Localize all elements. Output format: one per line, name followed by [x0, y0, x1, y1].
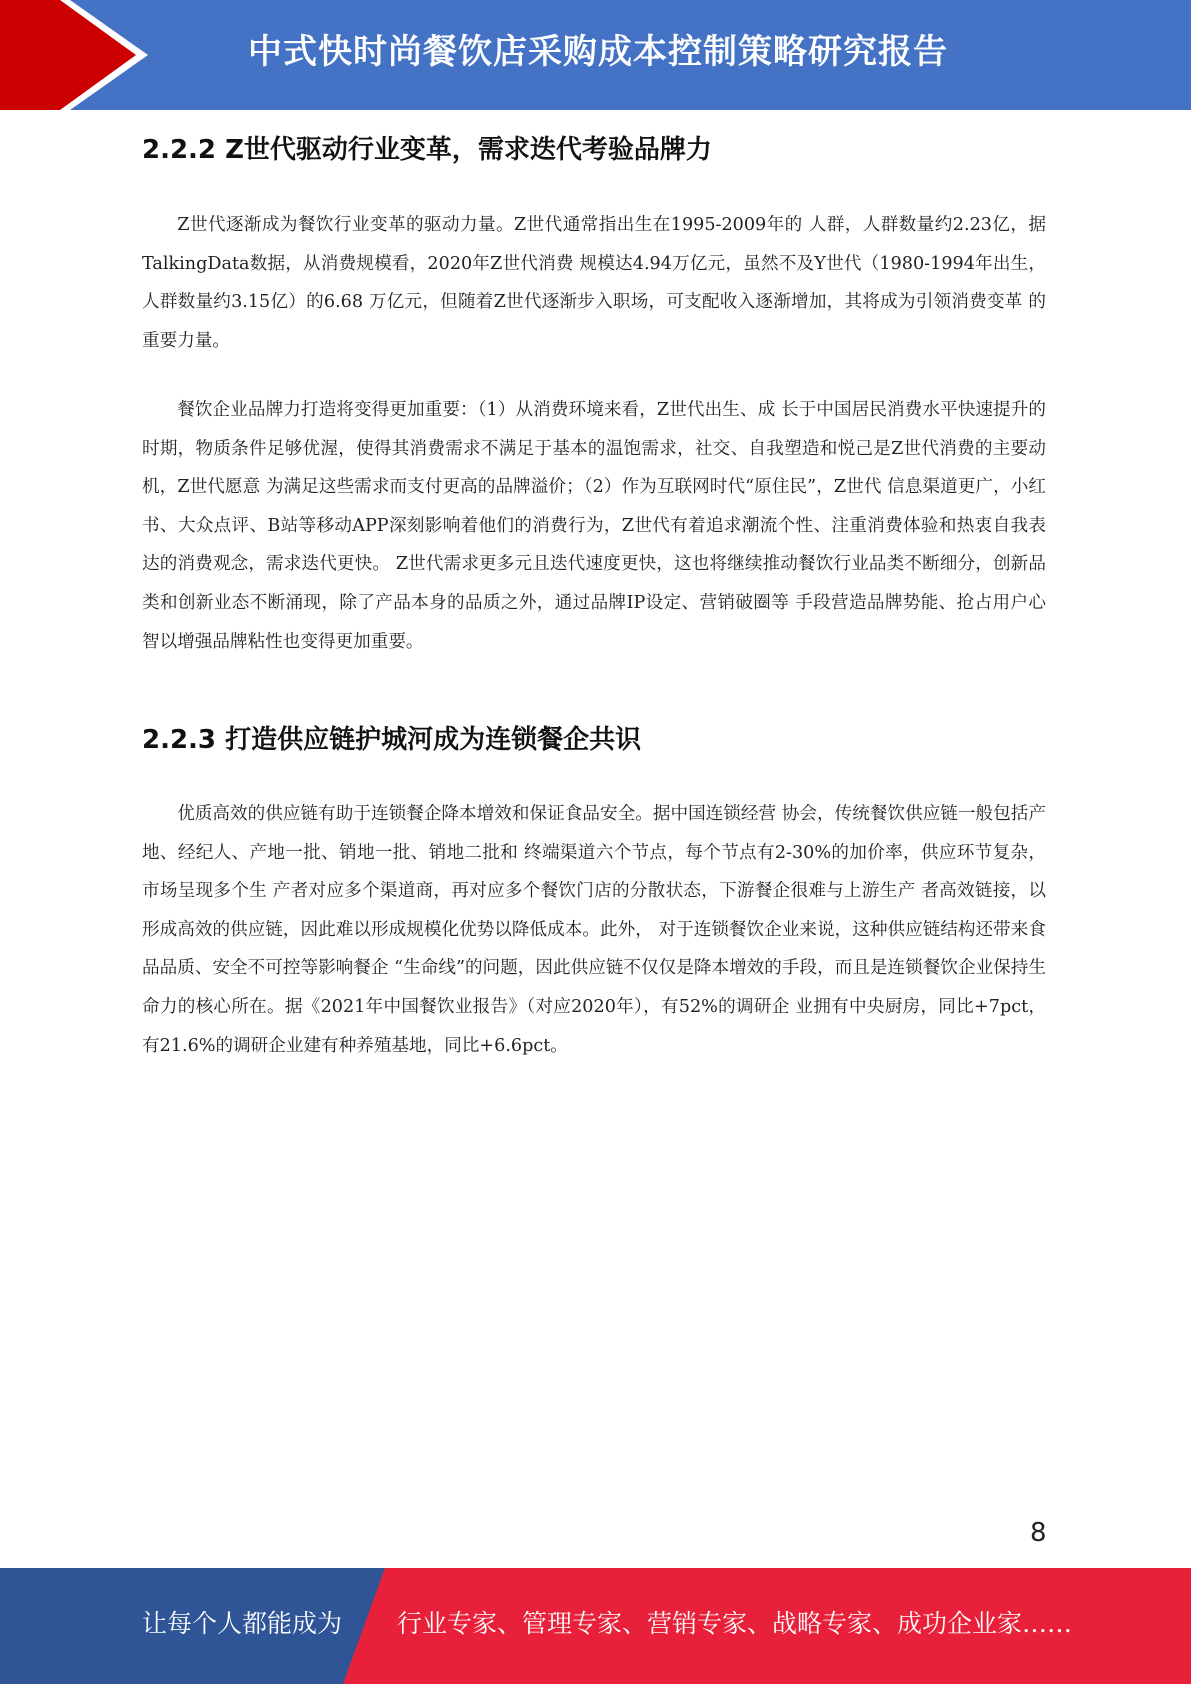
- footer-slogan-left: 让每个人都能成为: [142, 1609, 343, 1638]
- section-heading-2-2-3: 2.2.3 打造供应链护城河成为连锁餐企共识: [142, 725, 642, 755]
- page-footer: [0, 1568, 1191, 1684]
- section-2-2-2-paragraph-1: Z世代逐渐成为餐饮行业变革的驱动力量。Z世代通常指出生在1995-2009年的 人群，人群数量约2.23亿，据TalkingData数据，从消费规模看，2020年Z世代消费 规模达4.94万亿元，虽然不及Y世代（1980-1994年出生，人群数量约3.15亿）的6.68 万亿元，但随着Z世代逐渐步入职场，可支配收入逐渐增加，其将成为引领消费变革 的重要力量。: [142, 215, 1046, 351]
- page-header: [0, 0, 1191, 110]
- section-2-2-3-paragraph-1: 优质高效的供应链有助于连锁餐企降本增效和保证食品安全。据中国连锁经营 协会，传统餐饮供应链一般包括产地、经纪人、产地一批、销地一批、销地二批和 终端渠道六个节点，每个节点有2-30%的加价率，供应环节复杂，市场呈现多个生 产者对应多个渠道商，再对应多个餐饮门店的分散状态，下游餐企很难与上游生产 者高效链接，以形成高效的供应链，因此难以形成规模化优势以降低成本。此外， 对于连锁餐饮企业来说，这种供应链结构还带来食品品质、安全不可控等影响餐企 “生命线”的问题，因此供应链不仅仅是降本增效的手段，而且是连锁餐饮企业保持生 命力的核心所在。据《2021年中国餐饮业报告》（对应2020年），有52%的调研企 业拥有中央厨房，同比+7pct，有21.6%的调研企业建有种养殖基地，同比+6.6pct。: [142, 804, 1046, 1056]
- page-number: 8: [1030, 1518, 1047, 1548]
- section-2-2-2-paragraph-2: 餐饮企业品牌力打造将变得更加重要：（1）从消费环境来看，Z世代出生、成 长于中国居民消费水平快速提升的时期，物质条件足够优渥，使得其消费需求不满足于基本的温饱需求，社交、自我塑造和悦己是Z世代消费的主要动机，Z世代愿意 为满足这些需求而支付更高的品牌溢价；（2）作为互联网时代“原住民”，Z世代 信息渠道更广，小红书、大众点评、B站等移动APP深刻影响着他们的消费行为，Z世代有着追求潮流个性、注重消费体验和热衷自我表达的消费观念，需求迭代更快。 Z世代需求更多元且迭代速度更快，这也将继续推动餐饮行业品类不断细分，创新品 类和创新业态不断涌现，除了产品本身的品质之外，通过品牌IP设定、营销破圈等 手段营造品牌势能、抢占用户心智以增强品牌粘性也变得更加重要。: [142, 400, 1046, 652]
- document-title: 中式快时尚餐饮店采购成本控制策略研究报告: [248, 32, 948, 72]
- footer-slogan-right: 行业专家、管理专家、营销专家、战略专家、成功企业家……: [397, 1609, 1073, 1638]
- section-heading-2-2-2: 2.2.2 Z世代驱动行业变革，需求迭代考验品牌力: [142, 135, 712, 165]
